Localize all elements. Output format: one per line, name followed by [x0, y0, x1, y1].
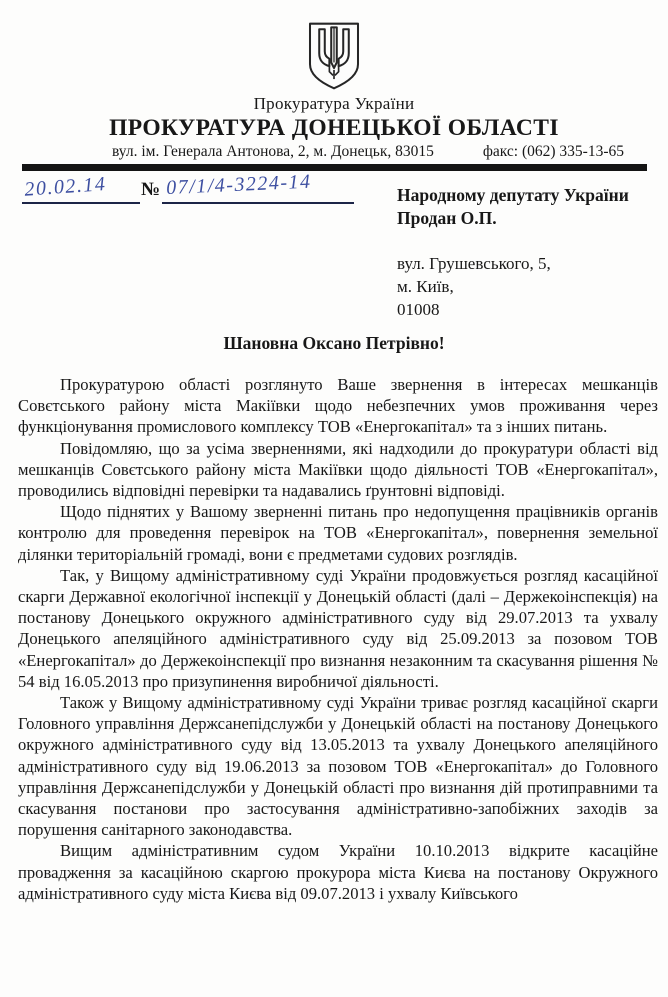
addressee-address	[397, 252, 629, 321]
addressee-block	[397, 184, 629, 321]
ref-number-underline	[162, 170, 354, 204]
paragraph: Щодо піднятих у Вашому зверненні питань про недопущення працівників органів контролю для проведення перевірок на ТОВ «Енергокапітал», повернення земельної ділянки територіальній громаді, вони є предметами судових розглядів.	[18, 502, 658, 564]
letterhead	[0, 20, 668, 171]
paragraph: Також у Вищому адміністративному суді України триває розгляд касаційної скарги Головного управління Держсанепідслужби у Донецькій області на постанову Донецького окружного адміністративного суду від 13.05.2013 та ухвалу Донецького апеляційного адміністративного суду від 19.06.2013 за позовом ТОВ «Енергокапітал» до Головного управління Держсанепідслужби у Донецькій області про визнання дій протиправними та скасування постанови про застосування адміністративно-запобіжних заходів за порушення санітарного законодавства.	[18, 693, 658, 840]
paragraph: Вищим адміністративним судом України 10.10.2013 відкрите касаційне провадження за касаційною скаргою прокурора міста Києва на постанову Окружного адміністративного суду міста Києва від 09.07.2013 і ухвалу Київського	[18, 841, 658, 903]
org-fax: факс: (062) 335-13-65	[482, 143, 624, 160]
paragraph: Так, у Вищому адміністративному суді України продовжується розгляд касаційної скарги Державної екологічної інспекції у Донецькій області (далі – Держекоінспекція) на постанову Донецького окружного адміністративного суду від 29.07.2013 та ухвалу Донецького апеляційного адміністративного суду від 25.09.2013 за позовом ТОВ «Енергокапітал» до Держекоінспекції про визнання незаконним та скасування рішення № 54 від 16.05.2013 про призупинення виробничої діяльності.	[18, 565, 658, 691]
addressee-title: Народному депутату України	[397, 185, 629, 205]
paragraph: Повідомляю, що за усіма зверненнями, які надходили до прокуратури області від мешканців Совєтського району міста Макіївки щодо діяльності ТОВ «Енергокапітал», проводились відповідні перевірки та надавались ґрунтовні відповіді.	[18, 438, 658, 501]
addressee-postcode: 01008	[397, 300, 440, 319]
handwritten-ref-number: 07/1/4-3224-14	[165, 170, 312, 199]
org-name: ПРОКУРАТУРА ДОНЕЦЬКОЇ ОБЛАСТІ	[109, 115, 559, 141]
ukraine-trident-emblem-icon	[298, 20, 370, 92]
org-parent-name: Прокуратура України	[253, 94, 415, 113]
addressee-street: вул. Грушевського, 5,	[397, 254, 551, 273]
number-sign: №	[141, 179, 161, 200]
letter-body	[18, 374, 658, 904]
paragraph: Прокуратурою області розглянуто Ваше звернення в інтересах мешканців Совєтського району міста Макіївки щодо небезпечних умов проживання через функціонування промислового комплексу ТОВ «Енергокапітал» та з інших питань.	[18, 375, 658, 437]
letterhead-address-row	[0, 142, 668, 161]
org-address: вул. ім. Генерала Антонова, 2, м. Донецьк, 83015	[112, 143, 434, 160]
handwritten-date: 20.02.14	[23, 173, 108, 201]
date-underline	[22, 170, 140, 204]
salutation: Шановна Оксано Петрівно!	[223, 333, 445, 353]
addressee-city: м. Київ,	[397, 277, 454, 296]
addressee-name: Продан О.П.	[397, 208, 497, 228]
